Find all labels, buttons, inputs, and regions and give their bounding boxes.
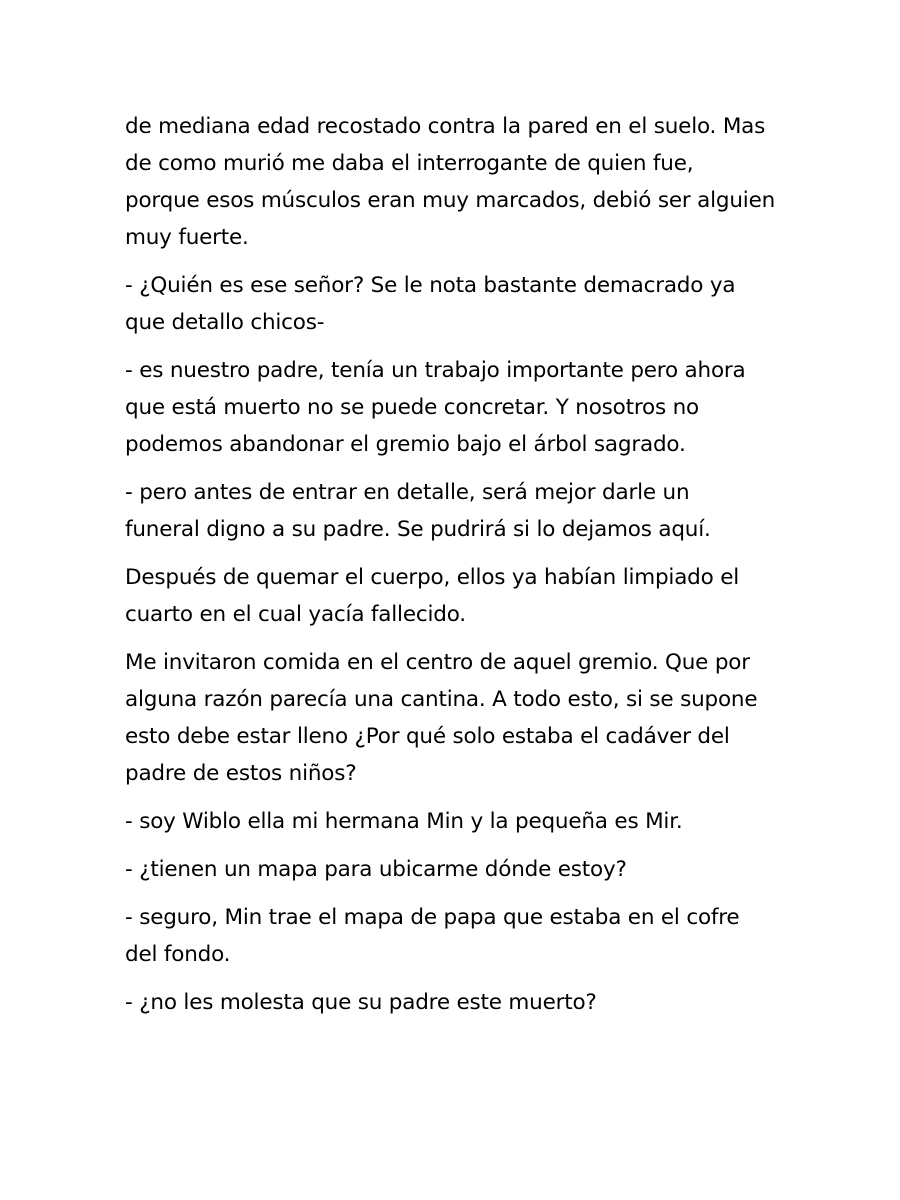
paragraph	[125, 474, 785, 548]
paragraph	[125, 644, 785, 792]
text-line: muy fuerte.	[125, 225, 249, 250]
text-line: funeral digno a su padre. Se pudrirá si lo dejamos aquí.	[125, 517, 711, 542]
text-line: Me invitaron comida en el centro de aquel gremio. Que por	[125, 650, 750, 675]
text-line: Después de quemar el cuerpo, ellos ya habían limpiado el	[125, 565, 740, 590]
text-line: - seguro, Min trae el mapa de papa que estaba en el cofre	[125, 905, 740, 930]
text-line: - ¿no les molesta que su padre este muerto?	[125, 990, 597, 1015]
paragraph	[125, 803, 785, 840]
text-line: - pero antes de entrar en detalle, será mejor darle un	[125, 480, 690, 505]
body-text	[125, 108, 785, 1032]
text-line: esto debe estar lleno ¿Por qué solo estaba el cadáver del	[125, 724, 730, 749]
text-line: porque esos músculos eran muy marcados, debió ser alguien	[125, 188, 776, 213]
text-line: cuarto en el cual yacía fallecido.	[125, 602, 466, 627]
paragraph	[125, 352, 785, 463]
paragraph	[125, 559, 785, 633]
text-line: que está muerto no se puede concretar. Y nosotros no	[125, 395, 699, 420]
paragraph	[125, 108, 785, 256]
text-line: - ¿Quién es ese señor? Se le nota bastante demacrado ya	[125, 273, 736, 298]
text-line: alguna razón parecía una cantina. A todo esto, si se supone	[125, 687, 758, 712]
text-line: de como murió me daba el interrogante de quien fue,	[125, 151, 694, 176]
paragraph	[125, 984, 785, 1021]
text-line: - es nuestro padre, tenía un trabajo importante pero ahora	[125, 358, 746, 383]
paragraph	[125, 851, 785, 888]
text-line: padre de estos niños?	[125, 761, 357, 786]
text-line: que detallo chicos-	[125, 310, 325, 335]
text-line: de mediana edad recostado contra la pared en el suelo. Mas	[125, 114, 766, 139]
text-line: del fondo.	[125, 942, 231, 967]
text-line: - ¿tienen un mapa para ubicarme dónde estoy?	[125, 857, 627, 882]
paragraph	[125, 267, 785, 341]
text-line: - soy Wiblo ella mi hermana Min y la pequeña es Mir.	[125, 809, 683, 834]
text-line: podemos abandonar el gremio bajo el árbol sagrado.	[125, 432, 686, 457]
paragraph	[125, 899, 785, 973]
